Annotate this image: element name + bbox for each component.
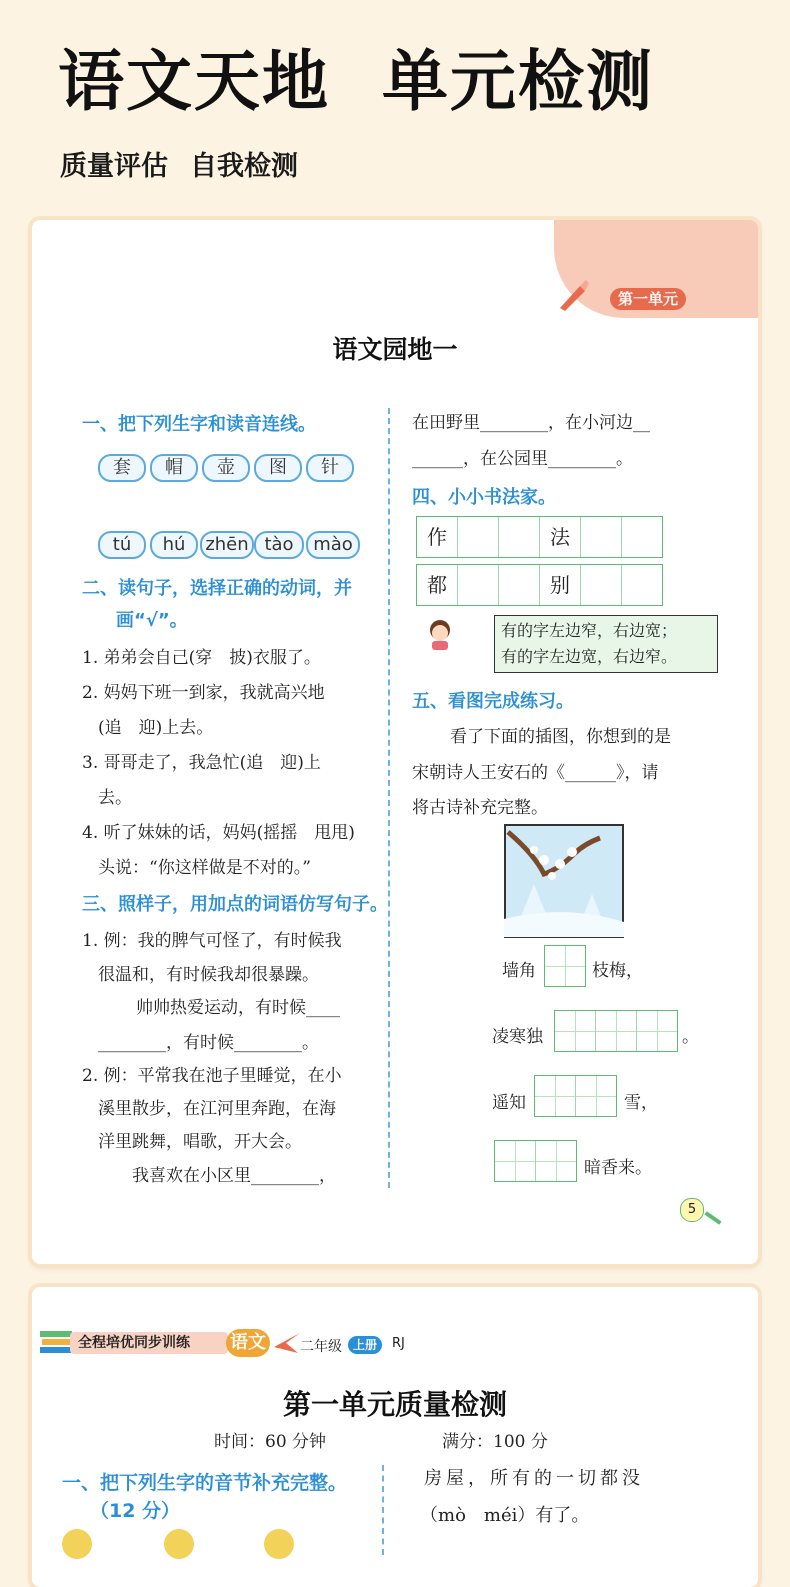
time-limit: 时间：60 分钟: [214, 1432, 327, 1452]
tip-line: 有的字左边宽，右边窄。: [501, 647, 678, 666]
page-title: [58, 28, 654, 123]
poem-text: 凌寒独: [492, 1027, 543, 1047]
section-1-title: 一、把下列生字和读音连线。: [82, 414, 316, 435]
poem-text: 墙角: [502, 961, 536, 981]
question-line: 洋里跳舞，唱歌，开大会。: [98, 1132, 302, 1152]
workbook-page-2: [32, 1287, 758, 1587]
section-4-title: 四、小小书法家。: [412, 487, 556, 508]
grid-char: 法: [540, 517, 581, 557]
lesson-heading: 语文园地一: [332, 335, 458, 364]
section-2-title-cont: 画“√”。: [116, 610, 188, 631]
tip-line: 有的字左边窄，右边宽；: [501, 621, 678, 640]
char-card[interactable]: 帽: [150, 454, 198, 482]
question-line: 很温和，有时候我却很暴躁。: [98, 965, 319, 985]
lightning-icon: [272, 1327, 302, 1357]
section-2-title: 二、读句子，选择正确的动词，并: [82, 578, 352, 599]
column-divider: [388, 408, 390, 1188]
question-line: （mò méi）有了。: [420, 1505, 590, 1526]
subject-badge: 语文: [226, 1329, 270, 1357]
full-score: 满分：100 分: [442, 1432, 548, 1452]
question-line: 3. 哥哥走了，我急忙(追 迎)上: [82, 753, 321, 773]
question-1-score: （12 分）: [90, 1500, 181, 1522]
writing-grid-row[interactable]: [416, 564, 663, 606]
char-card[interactable]: 针: [306, 454, 354, 482]
pinyin-card[interactable]: tào: [254, 531, 304, 559]
girl-avatar-icon: [426, 616, 454, 650]
question-line: 2. 妈妈下班一到家，我就高兴地: [82, 683, 325, 703]
poem-text: 暗香来。: [584, 1158, 652, 1178]
char-badge: [264, 1529, 294, 1559]
grid-char: 别: [540, 565, 581, 605]
poem-blank[interactable]: [554, 1010, 678, 1052]
pinyin-card[interactable]: zhēn: [200, 531, 254, 559]
question-line: (追 迎)上去。: [98, 718, 214, 738]
pinyin-card[interactable]: mào: [306, 531, 360, 559]
char-card[interactable]: 壶: [202, 454, 250, 482]
poem-text: 枝梅，: [592, 961, 643, 981]
question-line: 1. 弟弟会自己(穿 披)衣服了。: [82, 648, 321, 668]
edition-label: RJ: [392, 1336, 405, 1351]
answer-line[interactable]: 在田野里________，在小河边__: [412, 413, 650, 433]
subtitle: [60, 144, 298, 183]
question-1-title: 一、把下列生字的音节补充完整。: [62, 1472, 348, 1494]
char-card[interactable]: 图: [254, 454, 302, 482]
poem-blank[interactable]: [494, 1140, 577, 1182]
grade-label: 二年级: [300, 1339, 342, 1355]
pencil-icon: [556, 278, 590, 312]
plum-blossom-illustration: [504, 824, 624, 938]
char-badge: [62, 1529, 92, 1559]
test-heading: 第一单元质量检测: [282, 1388, 507, 1421]
question-line: 房屋，所有的一切都没: [424, 1468, 644, 1489]
question-line: 去。: [98, 788, 132, 808]
page-number: 5: [680, 1198, 704, 1222]
char-card[interactable]: 套: [98, 454, 146, 482]
poem-text: 雪，: [624, 1093, 658, 1113]
question-line: 溪里散步，在江河里奔跑，在海: [98, 1099, 336, 1119]
pinyin-card[interactable]: tú: [98, 531, 146, 559]
answer-line[interactable]: ______，在公园里________。: [412, 449, 633, 469]
question-line: 1. 例：我的脾气可怪了，有时候我: [82, 931, 342, 951]
answer-line[interactable]: ________，有时候________。: [98, 1033, 319, 1053]
answer-line[interactable]: 帅帅热爱运动，有时候____: [136, 998, 340, 1018]
poem-blank[interactable]: [544, 945, 586, 987]
subtitle-part-a: 质量评估: [60, 151, 168, 182]
question-line: 2. 例：平常我在池子里睡觉，在小: [82, 1066, 342, 1086]
grid-char: 作: [417, 517, 458, 557]
writing-grid-row[interactable]: [416, 516, 663, 558]
writing-tip-box: [494, 615, 718, 673]
answer-line[interactable]: 我喜欢在小区里________，: [132, 1166, 336, 1186]
question-line: 看了下面的插图，你想到的是: [450, 727, 671, 747]
question-line: 头说：“你这样做是不对的。”: [98, 858, 311, 878]
workbook-page-1: [32, 220, 758, 1264]
section-3-title: 三、照样子，用加点的词语仿写句子。: [82, 894, 388, 915]
subtitle-part-b: 自我检测: [190, 151, 298, 182]
pinyin-card[interactable]: hú: [150, 531, 198, 559]
title-part-b: 单元检测: [382, 43, 654, 120]
magnifier-handle: [704, 1211, 721, 1225]
grid-char: 都: [417, 565, 458, 605]
question-line: 4. 听了妹妹的话，妈妈(摇摇 甩甩): [82, 823, 355, 843]
section-5-title: 五、看图完成练习。: [412, 691, 574, 712]
char-badge: [164, 1529, 194, 1559]
poem-text: 。: [682, 1027, 699, 1047]
unit-badge: 第一单元: [610, 288, 686, 310]
title-part-a: 语文天地: [58, 43, 330, 120]
series-name: 全程培优同步训练: [70, 1332, 228, 1354]
poem-text: 遥知: [492, 1093, 526, 1113]
volume-badge: 上册: [348, 1336, 382, 1354]
poem-blank[interactable]: [534, 1075, 617, 1117]
answer-line[interactable]: 宋朝诗人王安石的《______》，请: [412, 763, 659, 783]
question-line: 将古诗补充完整。: [412, 798, 548, 818]
